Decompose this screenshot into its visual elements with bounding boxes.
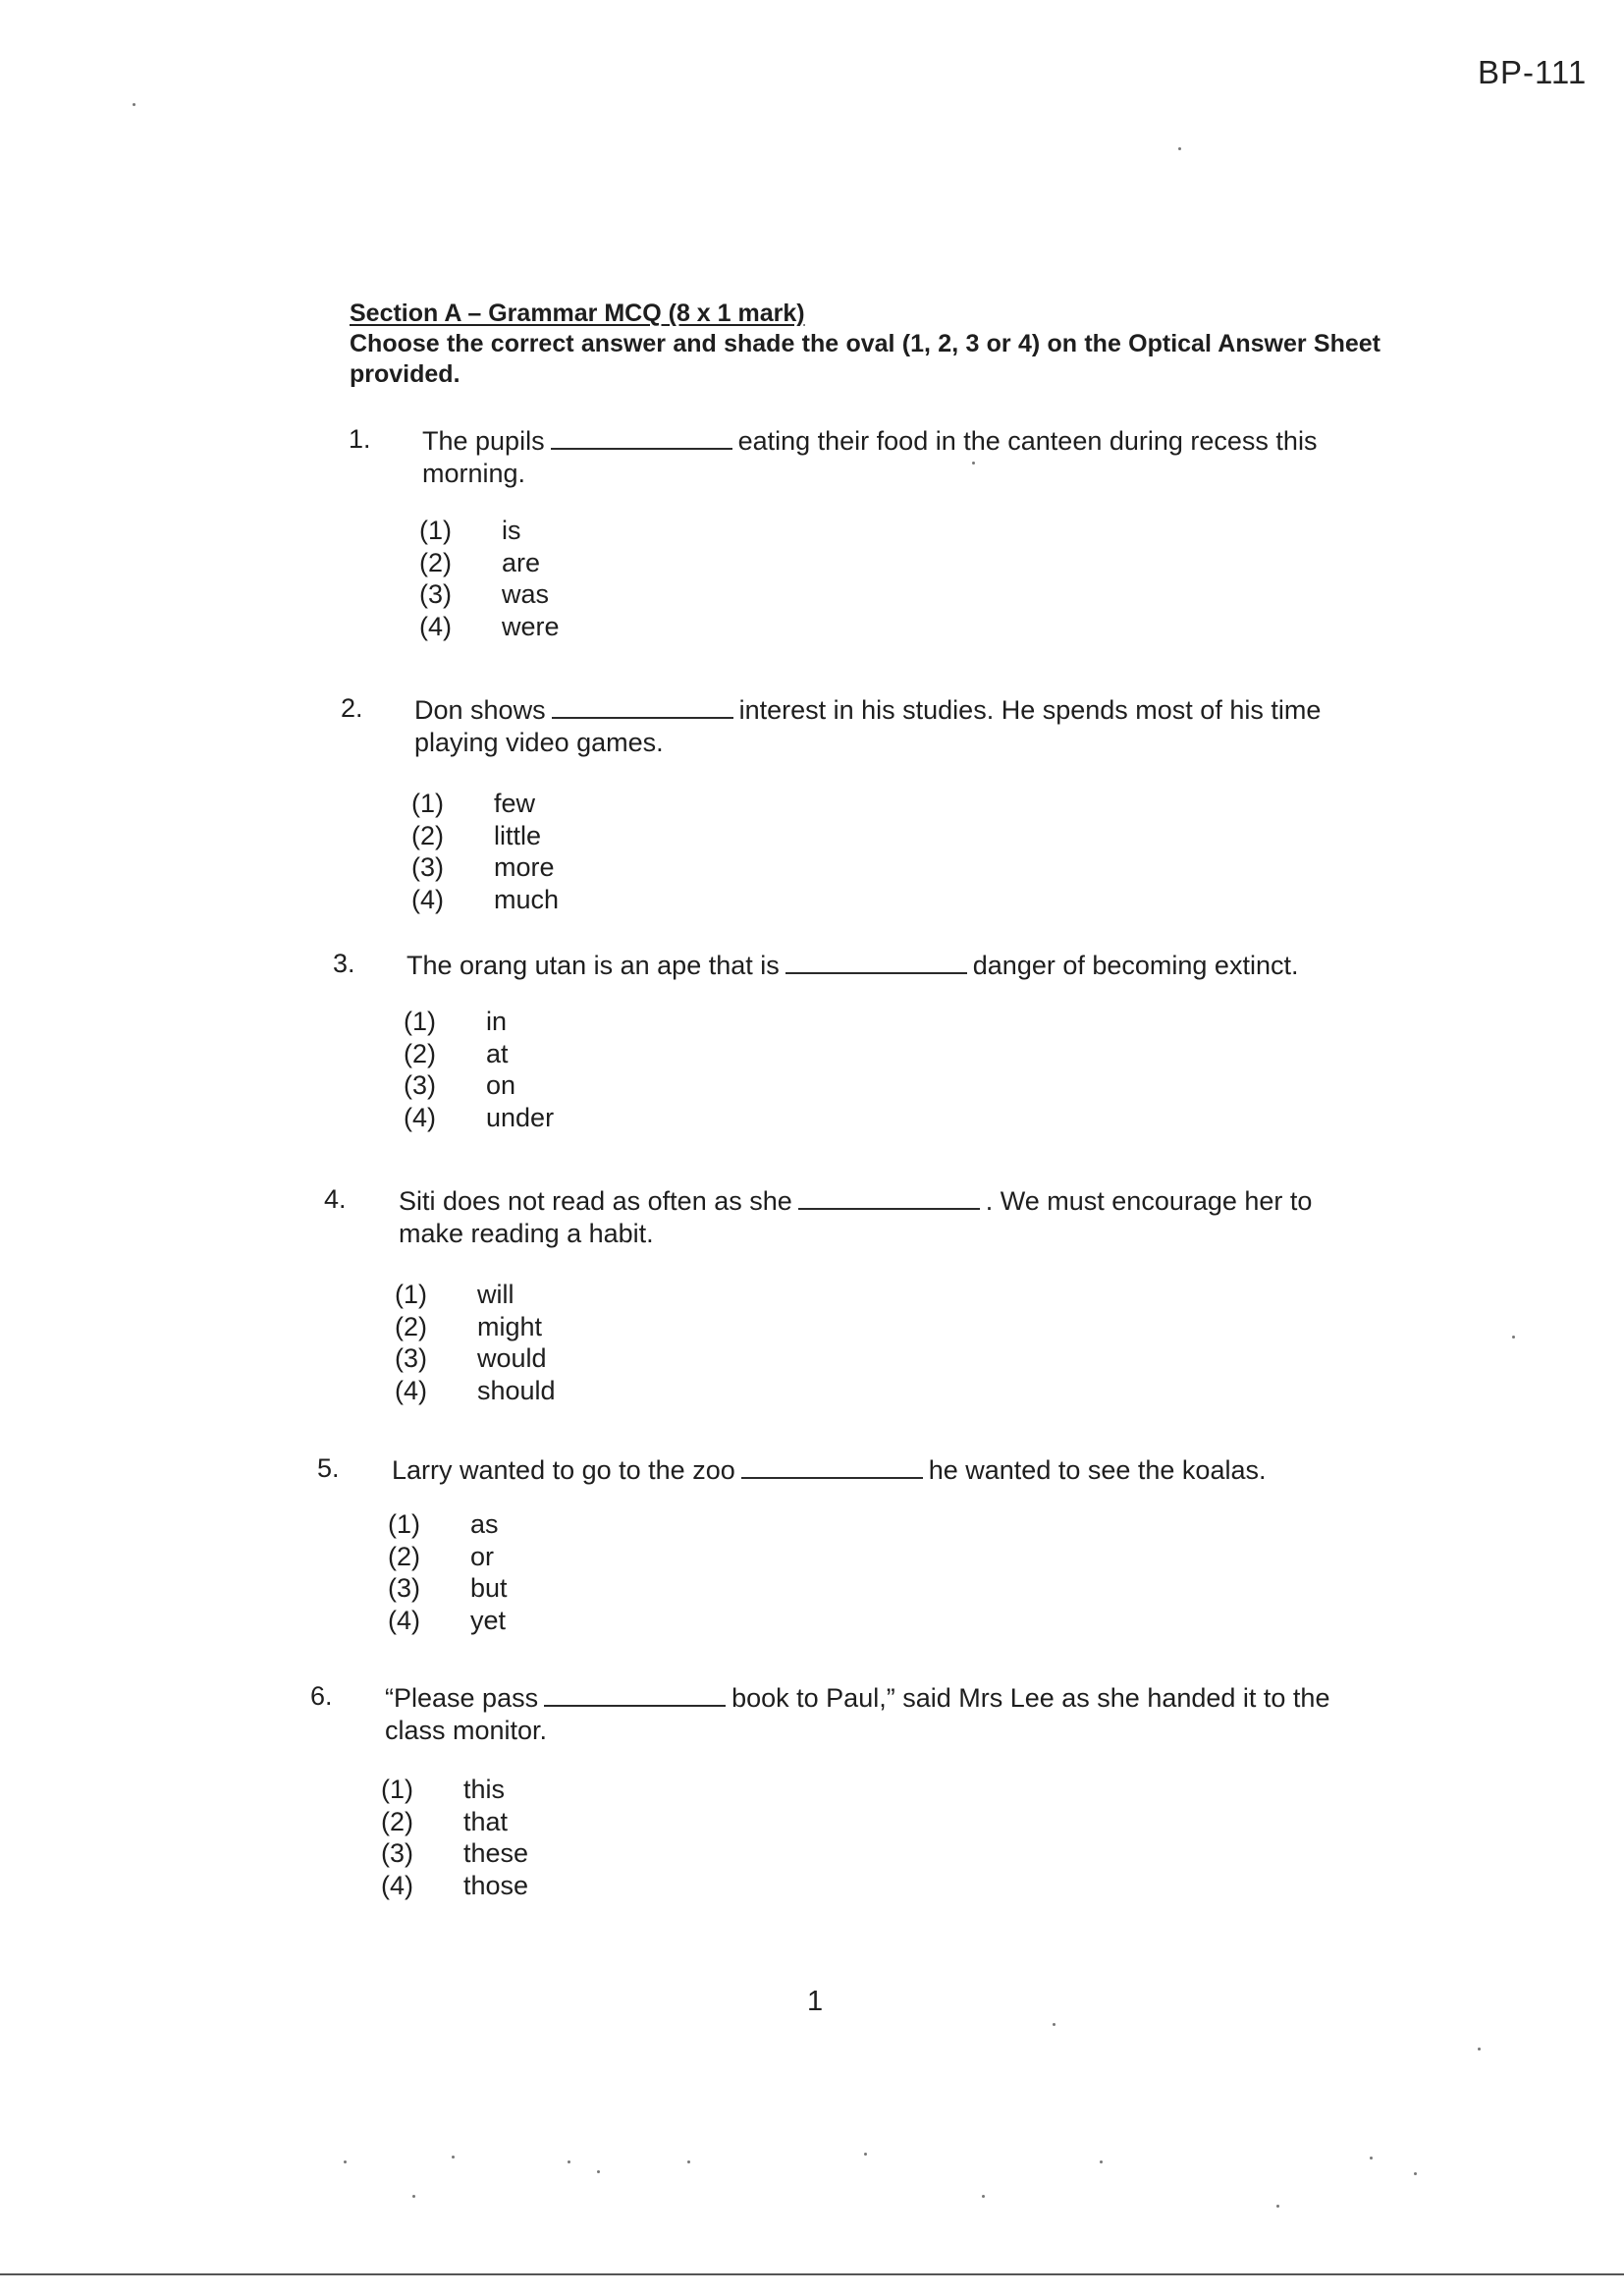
option-text: much — [494, 884, 560, 914]
option-text: at — [486, 1038, 509, 1068]
option-number: (2) — [395, 1311, 427, 1341]
question-text-after: danger of becoming extinct. — [972, 951, 1299, 980]
option-text: was — [502, 579, 550, 609]
option-2 — [419, 547, 560, 579]
option-text: these — [463, 1838, 529, 1868]
option-text: would — [477, 1343, 547, 1373]
option-text: few — [494, 789, 536, 818]
question-text-before: Don shows — [414, 695, 546, 725]
answer-blank — [741, 1453, 923, 1479]
answer-blank — [544, 1681, 726, 1707]
option-4 — [388, 1605, 508, 1637]
option-1 — [404, 1006, 554, 1038]
option-1 — [411, 788, 559, 820]
option-list — [419, 515, 560, 642]
option-text: but — [470, 1573, 508, 1603]
option-text: might — [477, 1311, 543, 1341]
scan-speck — [1276, 2205, 1279, 2208]
option-list — [404, 1006, 554, 1133]
option-text: in — [486, 1007, 508, 1036]
answer-blank — [551, 424, 732, 450]
option-text: are — [502, 547, 541, 577]
option-4 — [404, 1102, 554, 1134]
question-number: 2. — [341, 693, 363, 723]
section-header — [350, 299, 1390, 390]
option-number: (4) — [381, 1870, 413, 1900]
option-3 — [388, 1572, 508, 1605]
option-number: (1) — [395, 1280, 427, 1309]
scan-speck — [412, 2195, 415, 2198]
scan-speck — [1478, 2048, 1481, 2050]
option-list — [388, 1508, 508, 1636]
option-4 — [419, 611, 560, 643]
question-text-after: he wanted to see the koalas. — [928, 1455, 1267, 1485]
question-text — [392, 1453, 1354, 1487]
answer-blank — [785, 949, 967, 974]
question-text — [422, 424, 1384, 490]
scan-speck — [1178, 147, 1181, 150]
option-number: (1) — [388, 1509, 420, 1539]
option-list — [395, 1279, 556, 1406]
option-2 — [388, 1541, 508, 1573]
option-text: will — [477, 1280, 514, 1309]
section-instructions: Choose the correct answer and shade the oval (1, 2, 3 or 4) on the Optical Answer Sheet provided. — [350, 330, 1380, 388]
option-text: is — [502, 516, 521, 545]
question-text-before: Siti does not read as often as she — [399, 1186, 792, 1216]
option-number: (3) — [388, 1573, 420, 1603]
option-2 — [404, 1038, 554, 1070]
option-list — [411, 788, 559, 915]
question-text — [385, 1681, 1347, 1747]
option-number: (1) — [404, 1007, 436, 1036]
option-2 — [381, 1806, 528, 1838]
question-text-after: . We must encourage her to make reading a habit. — [399, 1186, 1313, 1248]
scan-speck — [133, 103, 135, 106]
scan-speck — [568, 2160, 570, 2163]
question-text — [399, 1184, 1361, 1250]
option-text: should — [477, 1375, 556, 1405]
option-number: (1) — [411, 789, 444, 818]
option-3 — [404, 1069, 554, 1102]
scan-speck — [864, 2153, 867, 2156]
option-1 — [419, 515, 560, 547]
scan-speck — [452, 2156, 455, 2159]
question-number: 6. — [310, 1681, 333, 1711]
option-number: (3) — [411, 852, 444, 882]
question-text — [414, 693, 1377, 759]
scan-speck — [1053, 2023, 1056, 2026]
option-3 — [381, 1837, 528, 1870]
option-2 — [395, 1311, 556, 1343]
option-number: (1) — [381, 1775, 413, 1804]
option-number: (4) — [404, 1102, 436, 1132]
option-number: (2) — [381, 1806, 413, 1836]
option-4 — [381, 1870, 528, 1902]
scan-speck — [1512, 1336, 1515, 1339]
question-text-before: The pupils — [422, 426, 545, 456]
option-number: (3) — [419, 579, 452, 609]
option-number: (4) — [419, 611, 452, 641]
answer-blank — [552, 693, 733, 719]
option-number: (2) — [388, 1541, 420, 1571]
question-text-after: interest in his studies. He spends most of his time playing video games. — [414, 695, 1322, 757]
question-text-before: Larry wanted to go to the zoo — [392, 1455, 735, 1485]
option-number: (2) — [419, 547, 452, 577]
scan-speck — [687, 2160, 690, 2163]
option-3 — [411, 851, 559, 884]
option-2 — [411, 820, 559, 852]
scan-speck — [1414, 2172, 1417, 2175]
option-number: (1) — [419, 516, 452, 545]
option-number: (2) — [404, 1038, 436, 1068]
bottom-border-line — [0, 2273, 1624, 2275]
option-text: yet — [470, 1605, 507, 1635]
option-text: as — [470, 1509, 499, 1539]
scan-speck — [597, 2170, 600, 2173]
section-title: Section A – Grammar MCQ (8 x 1 mark) — [350, 300, 805, 327]
question-text — [406, 949, 1369, 982]
option-text: little — [494, 820, 542, 850]
option-number: (4) — [388, 1605, 420, 1635]
option-text: those — [463, 1870, 529, 1900]
option-list — [381, 1774, 528, 1901]
option-text: were — [502, 611, 560, 641]
option-number: (4) — [395, 1375, 427, 1405]
option-4 — [411, 884, 559, 916]
option-1 — [388, 1508, 508, 1541]
option-text: or — [470, 1541, 495, 1571]
option-number: (3) — [395, 1343, 427, 1373]
question-text-before: The orang utan is an ape that is — [406, 951, 780, 980]
option-text: on — [486, 1070, 516, 1100]
page-code: BP-111 — [1478, 54, 1588, 90]
option-text: under — [486, 1102, 555, 1132]
scan-speck — [1370, 2157, 1373, 2159]
answer-blank — [798, 1184, 980, 1210]
option-1 — [395, 1279, 556, 1311]
option-text: more — [494, 852, 555, 882]
option-number: (2) — [411, 820, 444, 850]
scan-speck — [982, 2195, 985, 2198]
option-4 — [395, 1375, 556, 1407]
scan-speck — [1100, 2160, 1103, 2163]
question-number: 1. — [349, 424, 371, 454]
option-number: (3) — [404, 1070, 436, 1100]
question-number: 3. — [333, 949, 355, 978]
option-3 — [419, 578, 560, 611]
option-1 — [381, 1774, 528, 1806]
question-text-before: “Please pass — [385, 1683, 539, 1713]
question-text-after: eating their food in the canteen during recess this morning. — [422, 426, 1318, 488]
option-text: this — [463, 1775, 506, 1804]
question-number: 5. — [317, 1453, 340, 1483]
question-text-after: book to Paul,” said Mrs Lee as she handed it to the class monitor. — [385, 1683, 1330, 1745]
scan-speck — [344, 2160, 347, 2163]
option-text: that — [463, 1806, 509, 1836]
scan-speck — [972, 462, 975, 465]
page-number: 1 — [807, 1986, 824, 2017]
question-number: 4. — [324, 1184, 347, 1214]
option-number: (4) — [411, 884, 444, 914]
option-number: (3) — [381, 1838, 413, 1868]
option-3 — [395, 1342, 556, 1375]
